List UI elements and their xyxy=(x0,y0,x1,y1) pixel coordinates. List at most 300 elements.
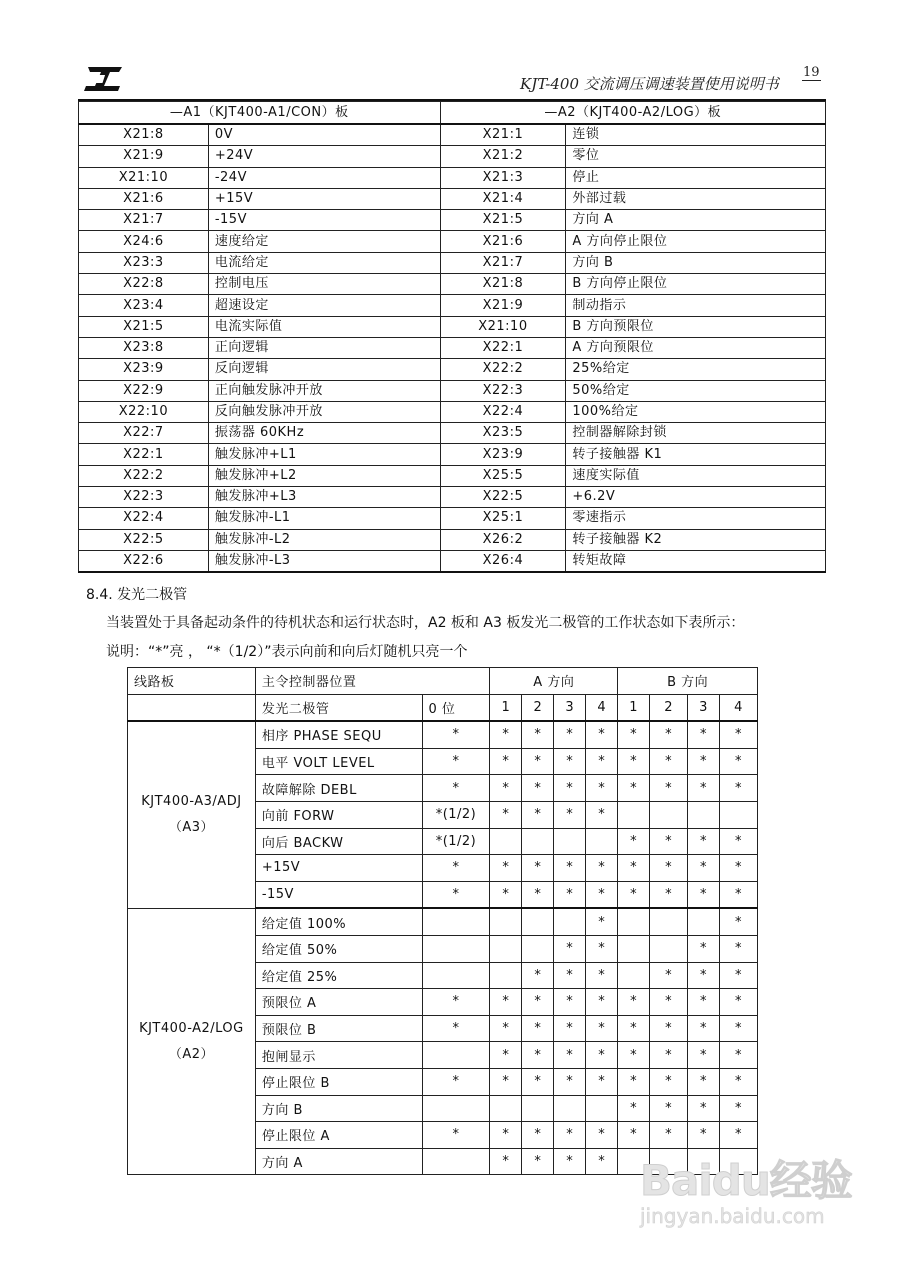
direction-b-state: * xyxy=(618,1068,650,1095)
a1-signal: 控制电压 xyxy=(208,274,440,295)
direction-a-state: * xyxy=(586,935,618,962)
direction-b-state: * xyxy=(618,1122,650,1149)
direction-b-state: * xyxy=(719,721,757,748)
direction-a-state xyxy=(586,1095,618,1122)
a2-pin: X22:4 xyxy=(440,401,566,422)
direction-b-state: * xyxy=(618,1042,650,1069)
a1-signal: 反向触发脉冲开放 xyxy=(208,401,440,422)
header-led: 发光二极管 xyxy=(255,694,422,721)
direction-a-state: * xyxy=(490,1015,522,1042)
a2-signal: 控制器解除封锁 xyxy=(566,423,826,444)
a2-board-title: —A2（KJT400-A2/LOG）板 xyxy=(440,102,826,125)
a1-signal: 触发脉冲+L3 xyxy=(208,487,440,508)
direction-a-state xyxy=(490,935,522,962)
direction-b-state: * xyxy=(618,748,650,775)
watermark-brand: Baidu经验 xyxy=(640,1156,852,1205)
table-row xyxy=(79,210,826,231)
table-row xyxy=(79,146,826,167)
a1-signal: 电流实际值 xyxy=(208,316,440,337)
a2-signal: 转子接触器 K1 xyxy=(566,444,826,465)
a2-signal: 外部过载 xyxy=(566,188,826,209)
a1-signal: 速度给定 xyxy=(208,231,440,252)
direction-b-state: * xyxy=(719,962,757,989)
a2-pin: X21:7 xyxy=(440,252,566,273)
a1-pin: X22:6 xyxy=(79,550,209,572)
direction-b-state: * xyxy=(719,855,757,882)
direction-a-state: * xyxy=(586,1015,618,1042)
direction-a-state: * xyxy=(586,748,618,775)
company-logo-icon xyxy=(84,66,124,92)
table-row xyxy=(79,295,826,316)
direction-a-state: * xyxy=(586,721,618,748)
direction-a-state: * xyxy=(586,775,618,802)
direction-a-state: * xyxy=(586,855,618,882)
direction-a-state: * xyxy=(586,908,618,935)
direction-b-state: * xyxy=(618,881,650,908)
direction-b-state: * xyxy=(650,855,688,882)
direction-b-state: * xyxy=(688,721,720,748)
direction-a-state: * xyxy=(586,881,618,908)
direction-b-state: * xyxy=(650,828,688,855)
direction-a-state: * xyxy=(490,775,522,802)
direction-b-state: * xyxy=(688,935,720,962)
a2-pin: X21:8 xyxy=(440,274,566,295)
header-b-position: 3 xyxy=(688,694,720,721)
direction-b-state: * xyxy=(618,828,650,855)
direction-a-state: * xyxy=(522,989,554,1016)
direction-b-state: * xyxy=(688,1042,720,1069)
a2-signal: 转子接触器 K2 xyxy=(566,529,826,550)
direction-a-state xyxy=(522,1095,554,1122)
direction-b-state: * xyxy=(650,1068,688,1095)
zero-position-state xyxy=(422,908,490,935)
a2-pin: X23:9 xyxy=(440,444,566,465)
led-name: 停止限位 A xyxy=(255,1122,422,1149)
a2-pin: X21:2 xyxy=(440,146,566,167)
direction-a-state: * xyxy=(522,1015,554,1042)
table-row xyxy=(79,423,826,444)
led-name: 给定值 50% xyxy=(255,935,422,962)
table-row xyxy=(79,231,826,252)
header-board: 线路板 xyxy=(128,668,256,695)
a1-pin: X23:8 xyxy=(79,337,209,358)
zero-position-state: * xyxy=(422,1015,490,1042)
a2-signal: 制动指示 xyxy=(566,295,826,316)
direction-a-state: * xyxy=(554,989,586,1016)
a1-signal: +15V xyxy=(208,188,440,209)
a2-pin: X21:10 xyxy=(440,316,566,337)
led-name: 方向 B xyxy=(255,1095,422,1122)
direction-b-state: * xyxy=(650,1122,688,1149)
page-number: 19 xyxy=(803,65,820,80)
direction-b-state: * xyxy=(618,1095,650,1122)
table-row xyxy=(79,380,826,401)
board-name: KJT400-A3/ADJ xyxy=(141,794,242,810)
board-name: KJT400-A2/LOG xyxy=(139,1020,244,1036)
header-a-position: 3 xyxy=(554,694,586,721)
table-row xyxy=(79,508,826,529)
zero-position-state: * xyxy=(422,989,490,1016)
a2-signal: +6.2V xyxy=(566,487,826,508)
table-row xyxy=(79,487,826,508)
direction-a-state: * xyxy=(586,962,618,989)
a1-pin: X22:8 xyxy=(79,274,209,295)
a1-signal: -24V xyxy=(208,167,440,188)
zero-position-state xyxy=(422,1095,490,1122)
a1-pin: X22:9 xyxy=(79,380,209,401)
a2-pin: X21:1 xyxy=(440,124,566,146)
a2-pin: X25:1 xyxy=(440,508,566,529)
direction-b-state: * xyxy=(688,1068,720,1095)
direction-b-state: * xyxy=(719,1122,757,1149)
pin-assignment-table xyxy=(78,101,826,573)
table-row xyxy=(79,252,826,273)
direction-a-state: * xyxy=(490,721,522,748)
a1-signal: 触发脉冲+L2 xyxy=(208,465,440,486)
a2-signal: 转矩故障 xyxy=(566,550,826,572)
direction-b-state xyxy=(650,1148,688,1175)
direction-b-state xyxy=(688,801,720,828)
direction-a-state: * xyxy=(522,1042,554,1069)
a2-signal: B 方向预限位 xyxy=(566,316,826,337)
a1-board-title: —A1（KJT400-A1/CON）板 xyxy=(79,102,441,125)
led-status-table xyxy=(127,667,758,1175)
direction-b-state xyxy=(618,801,650,828)
direction-a-state: * xyxy=(522,775,554,802)
table-row xyxy=(79,274,826,295)
led-name: 电平 VOLT LEVEL xyxy=(255,748,422,775)
a2-pin: X26:4 xyxy=(440,550,566,572)
a1-pin: X21:7 xyxy=(79,210,209,231)
a2-signal: 停止 xyxy=(566,167,826,188)
direction-b-state: * xyxy=(650,881,688,908)
board-name-cell xyxy=(128,721,256,908)
a1-pin: X21:9 xyxy=(79,146,209,167)
table-row xyxy=(79,188,826,209)
direction-a-state xyxy=(554,908,586,935)
direction-b-state: * xyxy=(688,881,720,908)
direction-a-state: * xyxy=(522,855,554,882)
direction-b-state xyxy=(688,908,720,935)
direction-b-state: * xyxy=(688,1015,720,1042)
zero-position-state: * xyxy=(422,1122,490,1149)
a1-signal: 振荡器 60KHz xyxy=(208,423,440,444)
direction-b-state: * xyxy=(688,775,720,802)
a1-pin: X22:1 xyxy=(79,444,209,465)
direction-a-state: * xyxy=(554,1042,586,1069)
direction-a-state xyxy=(490,828,522,855)
led-name: 预限位 A xyxy=(255,989,422,1016)
table-row xyxy=(79,465,826,486)
zero-position-state xyxy=(422,962,490,989)
direction-a-state: * xyxy=(586,801,618,828)
a1-signal: 触发脉冲-L2 xyxy=(208,529,440,550)
a1-signal: 触发脉冲+L1 xyxy=(208,444,440,465)
a1-pin: X22:7 xyxy=(79,423,209,444)
direction-a-state: * xyxy=(586,1042,618,1069)
direction-b-state xyxy=(650,801,688,828)
direction-b-state xyxy=(719,801,757,828)
direction-a-state: * xyxy=(490,748,522,775)
direction-a-state xyxy=(586,828,618,855)
direction-b-state: * xyxy=(719,881,757,908)
a1-pin: X21:10 xyxy=(79,167,209,188)
a1-pin: X22:5 xyxy=(79,529,209,550)
direction-b-state: * xyxy=(650,721,688,748)
led-name: 故障解除 DEBL xyxy=(255,775,422,802)
direction-a-state: * xyxy=(554,748,586,775)
led-name: 相序 PHASE SEQU xyxy=(255,721,422,748)
direction-b-state: * xyxy=(618,1015,650,1042)
direction-b-state xyxy=(719,1148,757,1175)
direction-b-state: * xyxy=(719,828,757,855)
header-a-position: 4 xyxy=(586,694,618,721)
zero-position-state: *(1/2) xyxy=(422,801,490,828)
zero-position-state: *(1/2) xyxy=(422,828,490,855)
led-name: 给定值 25% xyxy=(255,962,422,989)
direction-a-state: * xyxy=(554,1068,586,1095)
direction-b-state: * xyxy=(688,828,720,855)
table-row xyxy=(79,444,826,465)
a2-pin: X21:4 xyxy=(440,188,566,209)
section-title: 8.4. 发光二极管 xyxy=(86,587,188,603)
direction-a-state: * xyxy=(490,989,522,1016)
a1-pin: X21:8 xyxy=(79,124,209,146)
a1-signal: 正向触发脉冲开放 xyxy=(208,380,440,401)
direction-b-state: * xyxy=(650,1042,688,1069)
a2-signal: 连锁 xyxy=(566,124,826,146)
led-name: +15V xyxy=(255,855,422,882)
direction-a-state: * xyxy=(554,721,586,748)
direction-a-state: * xyxy=(490,801,522,828)
direction-b-state: * xyxy=(618,775,650,802)
direction-a-state xyxy=(522,828,554,855)
direction-b-state: * xyxy=(688,1122,720,1149)
led-name: 给定值 100% xyxy=(255,908,422,935)
direction-b-state: * xyxy=(688,989,720,1016)
direction-b-state xyxy=(618,1148,650,1175)
direction-b-state xyxy=(618,935,650,962)
a2-pin: X26:2 xyxy=(440,529,566,550)
header-b-position: 4 xyxy=(719,694,757,721)
direction-a-state: * xyxy=(522,721,554,748)
a2-signal: 速度实际值 xyxy=(566,465,826,486)
led-name: 停止限位 B xyxy=(255,1068,422,1095)
direction-a-state: * xyxy=(522,1068,554,1095)
direction-b-state: * xyxy=(650,748,688,775)
direction-b-state xyxy=(688,1148,720,1175)
watermark-url: jingyan.baidu.com xyxy=(640,1204,825,1228)
a2-pin: X21:6 xyxy=(440,231,566,252)
a1-pin: X22:2 xyxy=(79,465,209,486)
a1-pin: X24:6 xyxy=(79,231,209,252)
section-paragraph: 当装置处于具备起动条件的待机状态和运行状态时，A2 板和 A3 板发光二极管的工作状态如下表所示： xyxy=(106,615,745,631)
direction-b-state xyxy=(618,908,650,935)
a1-pin: X22:4 xyxy=(79,508,209,529)
table-row xyxy=(128,908,758,935)
direction-a-state xyxy=(554,828,586,855)
zero-position-state xyxy=(422,1042,490,1069)
a2-pin: X21:3 xyxy=(440,167,566,188)
a2-signal: 方向 A xyxy=(566,210,826,231)
zero-position-state xyxy=(422,1148,490,1175)
a1-pin: X23:4 xyxy=(79,295,209,316)
zero-position-state: * xyxy=(422,855,490,882)
a1-pin: X21:5 xyxy=(79,316,209,337)
a2-pin: X22:1 xyxy=(440,337,566,358)
board-code: （A2） xyxy=(168,1046,214,1062)
direction-a-state xyxy=(522,935,554,962)
direction-b-state: * xyxy=(719,748,757,775)
header-direction-a: A 方向 xyxy=(490,668,618,695)
a2-signal: 零速指示 xyxy=(566,508,826,529)
led-name: 抱闸显示 xyxy=(255,1042,422,1069)
running-title: KJT-400 交流调压调速装置使用说明书 xyxy=(520,75,779,93)
direction-b-state: * xyxy=(719,935,757,962)
direction-a-state xyxy=(490,908,522,935)
direction-b-state: * xyxy=(719,908,757,935)
direction-a-state xyxy=(490,962,522,989)
a1-pin: X21:6 xyxy=(79,188,209,209)
direction-b-state: * xyxy=(618,855,650,882)
zero-position-state: * xyxy=(422,1068,490,1095)
direction-a-state: * xyxy=(490,1042,522,1069)
direction-b-state: * xyxy=(650,775,688,802)
header-b-position: 2 xyxy=(650,694,688,721)
a1-pin: X23:9 xyxy=(79,359,209,380)
direction-a-state xyxy=(490,1095,522,1122)
header-b-position: 1 xyxy=(618,694,650,721)
a1-signal: 反向逻辑 xyxy=(208,359,440,380)
direction-a-state: * xyxy=(490,1148,522,1175)
a1-pin: X23:3 xyxy=(79,252,209,273)
direction-a-state: * xyxy=(586,989,618,1016)
direction-b-state: * xyxy=(719,1068,757,1095)
a1-signal: 电流给定 xyxy=(208,252,440,273)
header-a-position: 2 xyxy=(522,694,554,721)
a2-pin: X22:5 xyxy=(440,487,566,508)
direction-a-state: * xyxy=(490,1122,522,1149)
direction-b-state: * xyxy=(650,1095,688,1122)
table-row xyxy=(79,124,826,146)
direction-a-state: * xyxy=(586,1148,618,1175)
direction-a-state: * xyxy=(554,881,586,908)
a2-pin: X21:5 xyxy=(440,210,566,231)
direction-a-state xyxy=(522,908,554,935)
a2-pin: X22:2 xyxy=(440,359,566,380)
direction-a-state: * xyxy=(554,1122,586,1149)
direction-a-state: * xyxy=(554,962,586,989)
a1-signal: 正向逻辑 xyxy=(208,337,440,358)
header-zero-position: 0 位 xyxy=(422,694,490,721)
direction-a-state: * xyxy=(522,801,554,828)
table-row xyxy=(79,167,826,188)
header-a-position: 1 xyxy=(490,694,522,721)
led-name: 方向 A xyxy=(255,1148,422,1175)
direction-a-state: * xyxy=(490,881,522,908)
a1-pin: X22:10 xyxy=(79,401,209,422)
direction-b-state xyxy=(618,962,650,989)
direction-a-state: * xyxy=(554,801,586,828)
a2-pin: X25:5 xyxy=(440,465,566,486)
direction-b-state: * xyxy=(688,962,720,989)
header-controller-position: 主令控制器位置 xyxy=(255,668,490,695)
a2-signal: 50%给定 xyxy=(566,380,826,401)
a2-signal: 零位 xyxy=(566,146,826,167)
a2-pin: X23:5 xyxy=(440,423,566,444)
table-row xyxy=(79,359,826,380)
direction-b-state xyxy=(650,908,688,935)
direction-b-state: * xyxy=(719,775,757,802)
table-row xyxy=(128,721,758,748)
table-row xyxy=(79,401,826,422)
a1-signal: -15V xyxy=(208,210,440,231)
board-name-cell xyxy=(128,908,256,1174)
a2-signal: 100%给定 xyxy=(566,401,826,422)
direction-b-state: * xyxy=(719,989,757,1016)
a1-signal: 触发脉冲-L3 xyxy=(208,550,440,572)
zero-position-state: * xyxy=(422,881,490,908)
direction-a-state: * xyxy=(490,855,522,882)
a1-signal: +24V xyxy=(208,146,440,167)
header-direction-b: B 方向 xyxy=(618,668,758,695)
legend-note: 说明：“*”亮 ， “*（1/2）”表示向前和向后灯随机只亮一个 xyxy=(106,644,468,660)
a1-signal: 0V xyxy=(208,124,440,146)
zero-position-state: * xyxy=(422,748,490,775)
direction-a-state: * xyxy=(490,1068,522,1095)
direction-a-state xyxy=(554,1095,586,1122)
direction-b-state: * xyxy=(688,748,720,775)
direction-b-state: * xyxy=(719,1015,757,1042)
a1-pin: X22:3 xyxy=(79,487,209,508)
a2-pin: X21:9 xyxy=(440,295,566,316)
direction-a-state: * xyxy=(554,855,586,882)
a1-signal: 超速设定 xyxy=(208,295,440,316)
table-row xyxy=(79,550,826,572)
direction-b-state: * xyxy=(719,1095,757,1122)
direction-b-state: * xyxy=(650,989,688,1016)
board-code: （A3） xyxy=(168,820,214,836)
table-row xyxy=(79,529,826,550)
direction-a-state: * xyxy=(522,1148,554,1175)
a2-pin: X22:3 xyxy=(440,380,566,401)
direction-b-state: * xyxy=(650,1015,688,1042)
direction-b-state xyxy=(650,935,688,962)
table-row xyxy=(79,316,826,337)
direction-a-state: * xyxy=(522,962,554,989)
direction-a-state: * xyxy=(554,935,586,962)
a1-signal: 触发脉冲-L1 xyxy=(208,508,440,529)
direction-a-state: * xyxy=(586,1068,618,1095)
direction-a-state: * xyxy=(554,775,586,802)
led-name: 向后 BACKW xyxy=(255,828,422,855)
zero-position-state: * xyxy=(422,721,490,748)
header-empty xyxy=(128,694,256,721)
direction-a-state: * xyxy=(554,1148,586,1175)
a2-signal: A 方向停止限位 xyxy=(566,231,826,252)
zero-position-state xyxy=(422,935,490,962)
direction-b-state: * xyxy=(650,962,688,989)
direction-b-state: * xyxy=(719,1042,757,1069)
direction-b-state: * xyxy=(618,989,650,1016)
direction-a-state: * xyxy=(586,1122,618,1149)
a2-signal: A 方向预限位 xyxy=(566,337,826,358)
direction-a-state: * xyxy=(554,1015,586,1042)
direction-b-state: * xyxy=(688,855,720,882)
table-row xyxy=(79,337,826,358)
direction-a-state: * xyxy=(522,748,554,775)
a2-signal: B 方向停止限位 xyxy=(566,274,826,295)
